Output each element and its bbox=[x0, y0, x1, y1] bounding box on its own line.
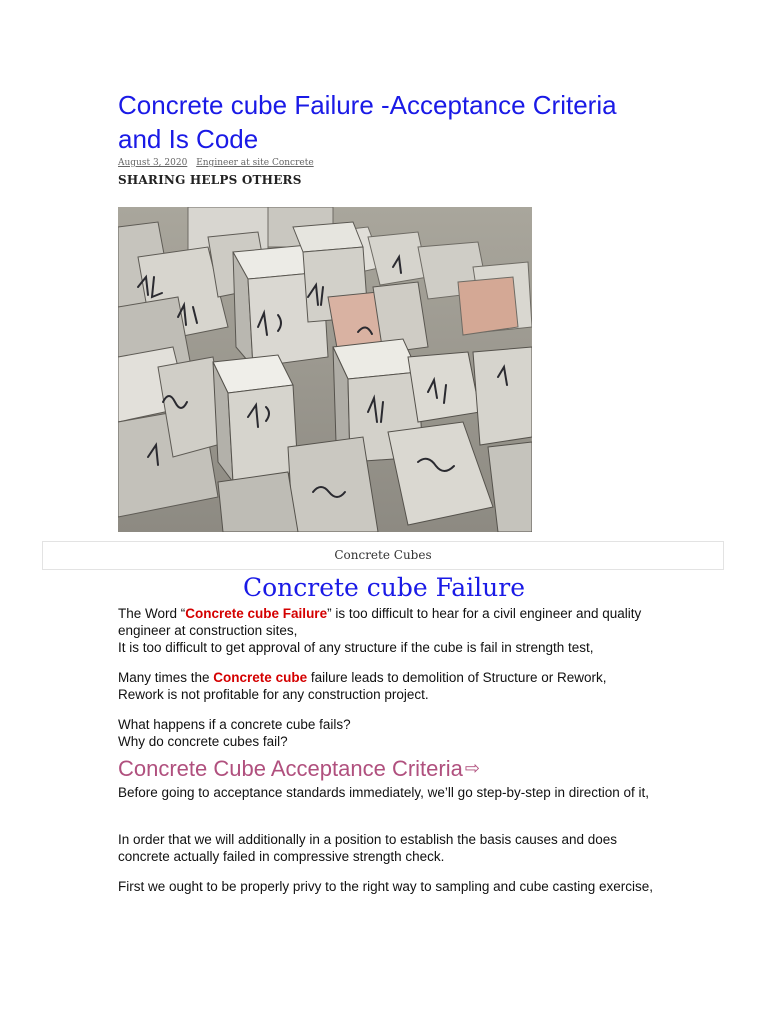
article-title: Concrete cube Failure -Acceptance Criteria and Is Code bbox=[118, 90, 617, 154]
acceptance-paragraph-2: In order that we will additionally in a position to establish the basis causes and does concrete actually failed in compressive strength check. bbox=[118, 832, 618, 864]
section-heading-acceptance-criteria bbox=[118, 754, 480, 783]
demolition-text-3: Rework is not profitable for any construction project. bbox=[118, 687, 429, 702]
image-caption: Concrete Cubes bbox=[42, 541, 724, 570]
concrete-cubes-photo bbox=[118, 207, 532, 532]
acceptance-paragraph-1: Before going to acceptance standards immediately, we’ll go step-by-step in direction of it, bbox=[118, 785, 650, 800]
acceptance-paragraph-3: First we ought to be properly privy to the right way to sampling and cube casting exercise, bbox=[118, 879, 654, 894]
demolition-paragraph bbox=[118, 669, 658, 703]
demolition-text-2: failure leads to demolition of Structure or Rework, bbox=[307, 670, 607, 685]
category-link[interactable]: Engineer at site Concrete bbox=[196, 158, 314, 168]
question-2: Why do concrete cubes fail? bbox=[118, 734, 288, 749]
intro-paragraph bbox=[118, 605, 658, 656]
intro-text-3: It is too difficult to get approval of any structure if the cube is fail in strength test, bbox=[118, 640, 594, 655]
article-meta bbox=[118, 158, 320, 168]
questions-paragraph bbox=[118, 716, 658, 750]
acceptance-criteria-heading-text: Concrete Cube Acceptance Criteria bbox=[118, 756, 463, 781]
concrete-cubes-illustration bbox=[118, 207, 532, 532]
right-arrow-icon: ⇨ bbox=[464, 758, 480, 778]
highlight-concrete-cube-failure: Concrete cube Failure bbox=[185, 606, 328, 621]
demolition-text-1: Many times the bbox=[118, 670, 214, 685]
highlight-concrete-cube: Concrete cube bbox=[213, 670, 308, 685]
section-heading-cube-failure: Concrete cube Failure bbox=[242, 573, 526, 602]
post-date-link[interactable]: August 3, 2020 bbox=[118, 158, 188, 168]
question-1: What happens if a concrete cube fails? bbox=[118, 717, 351, 732]
intro-text-1: The Word “ bbox=[118, 606, 186, 621]
intro-text-2: ” is too difficult to hear for a civil engineer and quality engineer at construction sites, bbox=[118, 606, 642, 638]
sharing-label: SHARING HELPS OTHERS bbox=[118, 173, 302, 187]
